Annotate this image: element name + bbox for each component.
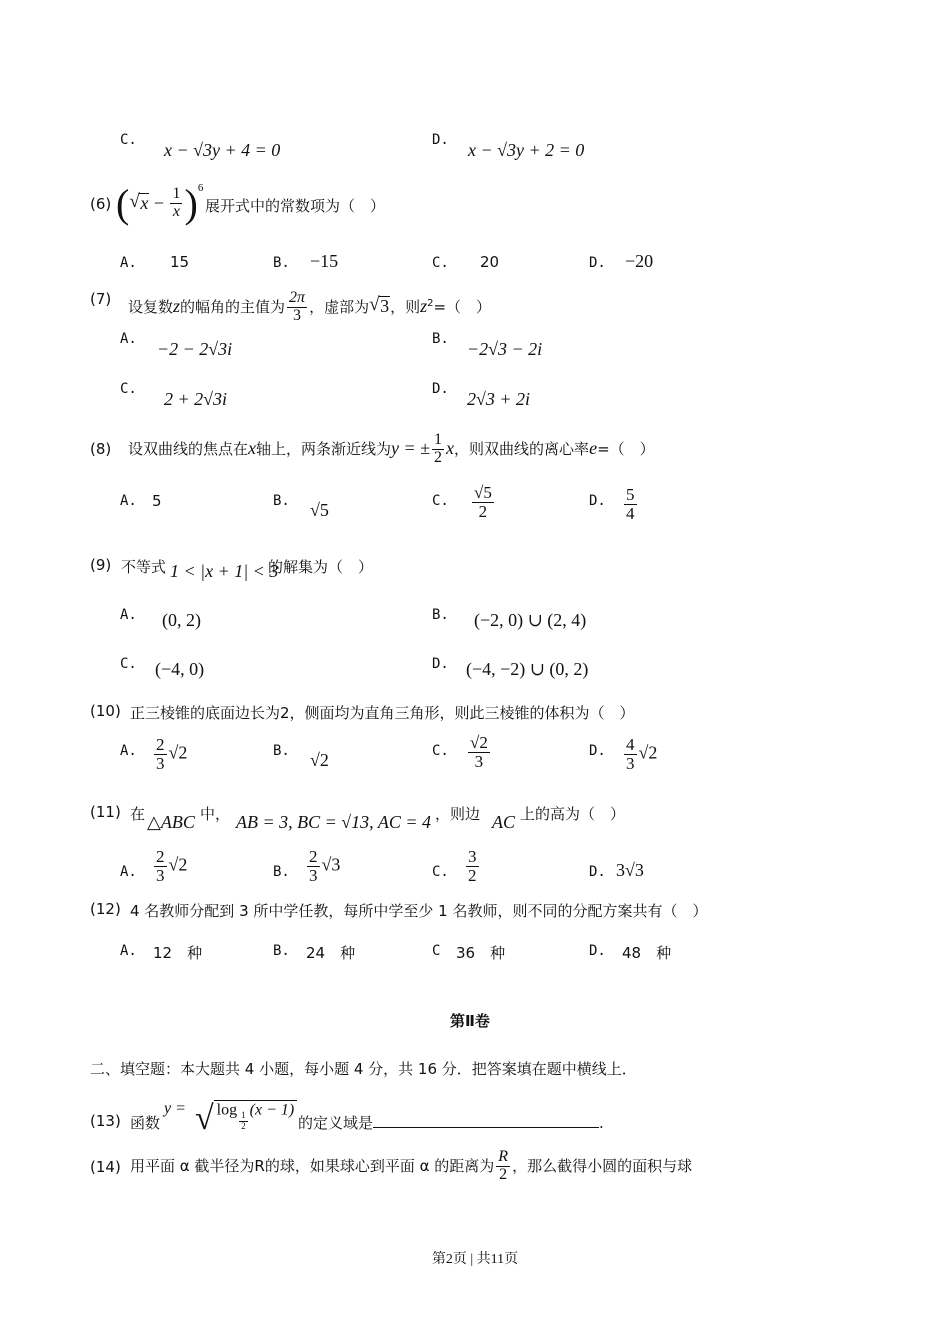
q10-option-b-text: √2 — [310, 750, 329, 770]
page-footer: 第2页 | 共11页 — [431, 1252, 519, 1267]
q10-option-c-label: C. — [432, 743, 449, 759]
q6-option-b-label: B. — [273, 255, 290, 271]
q6-expression: ( √ x − $\frac{1}{x}$ )$^6$ — [116, 181, 204, 226]
q8-option-d-fraction: $\frac{5}{4}$ — [626, 485, 635, 523]
q7-stem: 设复数z的幅角的主值为 $\frac{2\pi}{3}$ ，虚部为 √ 3，则$z^2=$（ ） — [128, 289, 492, 324]
q7-option-d-text: 2√3 + 2i — [467, 389, 531, 409]
q11-stem-c: ，则边 — [435, 805, 481, 823]
q11-option-b-label: B. — [273, 864, 290, 880]
q7-option-c-text: 2 + 2√3i — [164, 389, 228, 409]
q12-option-a-label: A. — [120, 943, 137, 959]
q10-option-a-value: $\frac{2}{3}$ √2 — [156, 735, 188, 773]
q12-option-d-label: D. — [589, 943, 606, 959]
q12-option-d-text: 48 种 — [622, 944, 672, 962]
q6-option-a-text: 15 — [170, 253, 190, 271]
q6-option-b-text: −15 — [310, 251, 339, 271]
q8-option-b-label: B. — [273, 493, 290, 509]
q11-option-d-text: 3√3 — [616, 860, 644, 880]
q11-option-d-label: D. — [589, 864, 606, 880]
q12-option-b-label: B. — [273, 943, 290, 959]
q8-option-c-label: C. — [432, 493, 449, 509]
q8-option-d-label: D. — [589, 493, 606, 509]
q13-stem-b: 的定义域是 . — [298, 1114, 604, 1132]
q11-option-a-value: $\frac{2}{3}$ √2 — [156, 847, 188, 885]
q11-option-c-label: C. — [432, 864, 449, 880]
q10-stem: 正三棱锥的底面边长为2，侧面均为直角三角形，则此三棱锥的体积为（ ） — [130, 704, 635, 722]
q7-option-a-label: A. — [120, 331, 137, 347]
q6-option-d-text: −20 — [625, 251, 654, 271]
q6-option-c-label: C. — [432, 255, 449, 271]
q9-option-d-label: D. — [432, 656, 449, 672]
q9-option-c-text: (−4, 0) — [155, 659, 205, 679]
q7-option-c-label: C. — [120, 381, 137, 397]
q12-option-b-text: 24 种 — [306, 944, 356, 962]
q14-stem: 用平面 α 截半径为R的球，如果球心到平面 α 的距离为 $\frac{R}{2}$ ，那么截得小圆的面积与球 — [130, 1148, 693, 1183]
q5-option-c-label: C. — [120, 132, 137, 148]
q9-inequality: 1 < |x + 1| < 3 — [170, 561, 279, 581]
q12-number: (12) — [90, 900, 121, 918]
q6-stem: 展开式中的常数项为（ ） — [205, 197, 386, 215]
q13-stem-a: 函数 — [130, 1114, 161, 1132]
q11-triangle: △ABC — [147, 812, 195, 832]
q11-option-b-value: $\frac{2}{3}$ √3 — [309, 847, 341, 885]
q7-option-b-label: B. — [432, 331, 449, 347]
q9-option-d-text: (−4, −2) ∪ (0, 2) — [466, 659, 589, 679]
q13-answer-blank[interactable] — [373, 1113, 599, 1128]
q6-option-d-label: D. — [589, 255, 606, 271]
q6-option-c-text: 20 — [480, 253, 500, 271]
q12-option-a-text: 12 种 — [153, 944, 203, 962]
q11-condition: AB = 3, BC = √13, AC = 4 — [236, 812, 431, 832]
q10-option-b-label: B. — [273, 743, 290, 759]
q9-number: (9) — [90, 556, 112, 574]
q12-option-c-label: C — [432, 943, 441, 959]
q9-stem-b: 的解集为（ ） — [268, 558, 374, 576]
q8-option-a-text: 5 — [152, 492, 162, 510]
q5-option-d-label: D. — [432, 132, 449, 148]
q9-option-a-label: A. — [120, 607, 137, 623]
q7-option-b-text: −2√3 − 2i — [467, 339, 543, 359]
q11-stem-d: 上的高为（ ） — [520, 805, 626, 823]
q10-option-c-value: $\frac{√2}{3}$ — [470, 733, 488, 771]
q7-number: (7) — [90, 290, 112, 308]
q10-number: (10) — [90, 702, 121, 720]
q9-option-a-text: (0, 2) — [162, 610, 201, 630]
q11-stem-a: 在 — [130, 805, 146, 823]
q11-option-a-label: A. — [120, 864, 137, 880]
q9-stem-a: 不等式 — [121, 558, 167, 576]
q11-stem-b: 中， — [200, 805, 231, 823]
q9-option-b-label: B. — [432, 607, 449, 623]
q11-option-c-value: $\frac{3}{2}$ — [468, 847, 477, 885]
q13-func: y = — [164, 1100, 186, 1117]
part2-instructions: 二、填空题：本大题共 4 小题，每小题 4 分，共 16 分．把答案填在题中横线上． — [90, 1060, 637, 1078]
q14-number: (14) — [90, 1158, 121, 1176]
q8-option-a-label: A. — [120, 493, 137, 509]
q9-option-c-label: C. — [120, 656, 137, 672]
q6-option-a-label: A. — [120, 255, 137, 271]
q7-option-a-text: −2 − 2√3i — [157, 339, 233, 359]
q10-option-d-label: D. — [589, 743, 606, 759]
q12-stem: 4 名教师分配到 3 所中学任教，每所中学至少 1 名教师，则不同的分配方案共有（ ） — [130, 902, 708, 920]
q8-option-c-fraction: $\frac{√5}{2}$ — [474, 483, 492, 521]
q8-number: (8) — [90, 440, 112, 458]
q8-option-b-text: √5 — [310, 500, 329, 520]
q6-number: (6) — [90, 195, 112, 213]
q6-power: 6 — [197, 181, 204, 194]
q9-option-b-text: (−2, 0) ∪ (2, 4) — [474, 610, 587, 630]
q7-option-d-label: D. — [432, 381, 449, 397]
q13-number: (13) — [90, 1112, 121, 1130]
q11-number: (11) — [90, 803, 121, 821]
q12-option-c-text: 36 种 — [456, 944, 506, 962]
q10-option-a-label: A. — [120, 743, 137, 759]
q5-option-d-text: x − √3y + 2 = 0 — [468, 140, 585, 160]
part2-title: 第Ⅱ卷 — [450, 1012, 490, 1030]
q11-side: AC — [492, 812, 516, 832]
q10-option-d-value: $\frac{4}{3}$ √2 — [626, 735, 658, 773]
q13-radical: √ log $\frac{1}{2}$ (x − 1) — [195, 1096, 297, 1134]
q8-stem: 设双曲线的焦点在x轴上，两条渐近线为y = ± $\frac{1}{2}$ x，则双曲线的离心率e=（ ） — [128, 431, 655, 466]
q5-option-c-text: x − √3y + 4 = 0 — [164, 140, 281, 160]
